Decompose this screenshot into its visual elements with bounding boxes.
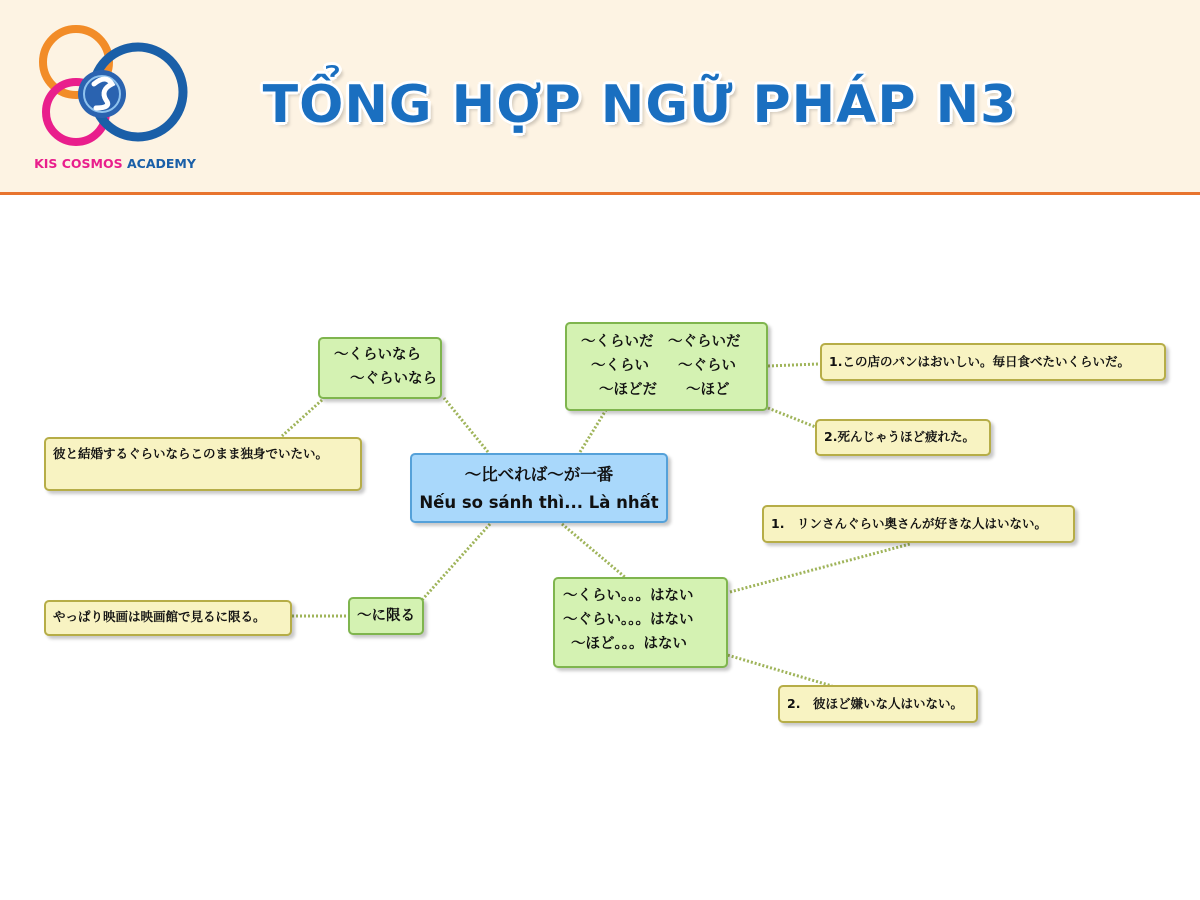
link-center-kuraida <box>580 410 606 452</box>
kurai-nai-line2: 〜ぐらい。。。はない <box>563 612 694 628</box>
grammar-node-nikagiru <box>348 597 424 635</box>
link-kurainai-example1 <box>730 544 910 592</box>
kurai-nai-line1: 〜くらい。。。はない <box>563 588 694 604</box>
link-kuraida-example1 <box>768 364 818 366</box>
example-kurai-nai-2 <box>778 685 978 723</box>
kurainara-line1: 〜くらいなら <box>334 347 421 363</box>
example-kurainara-text: 彼と結婚するぐらいならこのまま独身でいたい。 <box>53 446 329 461</box>
kurai-nai-line3: 〜ほど。。。はない <box>571 636 687 652</box>
link-kuraida-example2 <box>768 408 818 428</box>
link-center-kurainara <box>444 398 488 452</box>
brand-academy: ACADEMY <box>126 156 196 171</box>
example-kurai-nai-1-text: 1. リンさんぐらい奥さんが好きな人はいない。 <box>771 516 1047 531</box>
kuraida-line3: 〜ほどだ 〜ほど <box>599 382 730 398</box>
center-node-line1: 〜比べれば〜が一番 <box>464 465 614 484</box>
example-kuraida-1 <box>820 343 1166 381</box>
kuraida-line1: 〜くらいだ 〜ぐらいだ <box>581 334 741 350</box>
link-center-nikagiru <box>422 524 490 600</box>
example-nikagiru-text: やっぱり映画は映画館で見るに限る。 <box>53 609 266 624</box>
example-kurai-nai-1 <box>762 505 1075 543</box>
center-node <box>410 453 668 523</box>
example-kuraida-1-text: 1.この店のパンはおいしい。毎日食べたいくらいだ。 <box>829 354 1130 369</box>
grammar-node-kurainara <box>318 337 442 399</box>
nikagiru-text: 〜に限る <box>357 608 415 624</box>
link-kurainai-example2 <box>724 654 832 686</box>
example-kuraida-2 <box>815 419 991 456</box>
grammar-node-kuraida <box>565 322 768 411</box>
example-kuraida-2-text: 2.死んじゃうほど疲れた。 <box>824 429 975 444</box>
kurainara-line2: 〜ぐらいなら <box>350 371 437 387</box>
brand-kis-cosmos: KIS COSMOS <box>34 156 123 171</box>
link-kurainara-example <box>282 400 322 436</box>
page-title: TỔNG HỢP NGỮ PHÁP N3 <box>262 75 1018 135</box>
grammar-node-kurai-nai <box>553 577 728 668</box>
example-kurai-nai-2-text: 2. 彼ほど嫌いな人はいない。 <box>787 696 963 711</box>
kuraida-line2: 〜くらい 〜ぐらい <box>591 358 736 374</box>
example-kurainara <box>44 437 362 491</box>
link-center-kurainai <box>562 524 626 578</box>
example-nikagiru <box>44 600 292 636</box>
center-node-line2: Nếu so sánh thì... Là nhất <box>419 493 659 512</box>
